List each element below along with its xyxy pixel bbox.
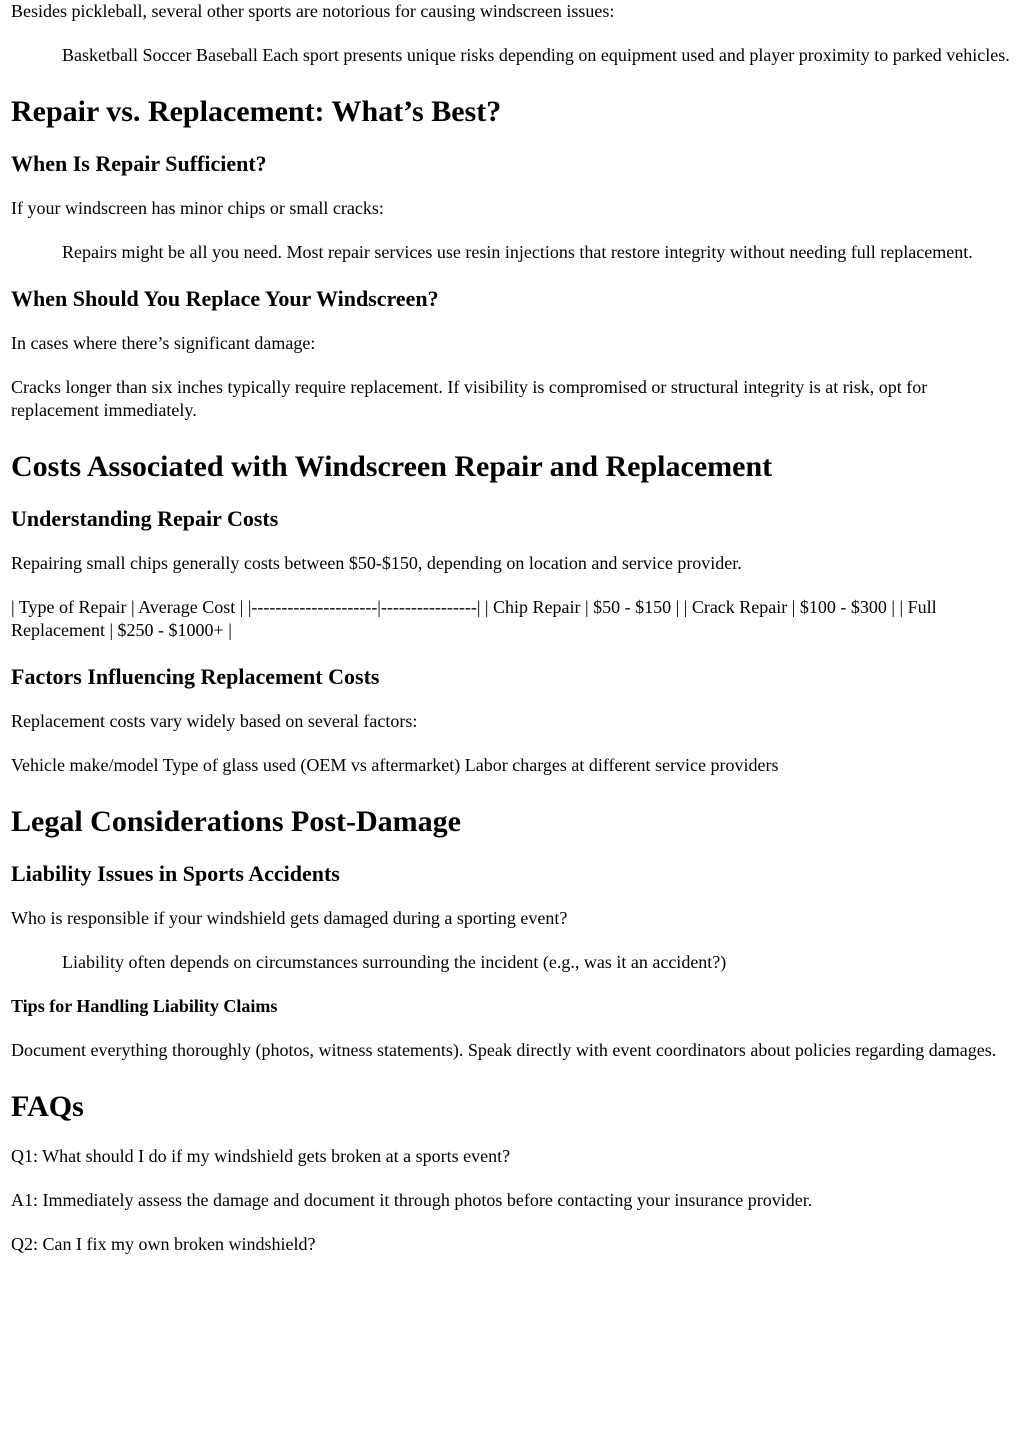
replacement-factors-paragraph: Replacement costs vary widely based on several factors: <box>11 711 418 731</box>
intro-paragraph: Besides pickleball, several other sports are notorious for causing windscreen issues: <box>11 1 615 21</box>
tips-paragraph: Document everything thoroughly (photos, witness statements). Speak directly with event coordinators about policies regarding damages. <box>11 1040 997 1060</box>
repair-sufficient-paragraph: If your windscreen has minor chips or small cracks: <box>11 198 384 218</box>
section-heading-legal: Legal Considerations Post-Damage <box>11 805 461 838</box>
subheading-tips: Tips for Handling Liability Claims <box>11 996 278 1016</box>
subheading-repair-costs: Understanding Repair Costs <box>11 506 279 531</box>
section-heading-repair-vs-replacement: Repair vs. Replacement: What’s Best? <box>11 95 502 128</box>
subheading-replacement-factors: Factors Influencing Replacement Costs <box>11 664 380 689</box>
replacement-factors-list-text: Vehicle make/model Type of glass used (OEM vs aftermarket) Labor charges at different service providers <box>11 755 779 775</box>
repair-sufficient-quote: Repairs might be all you need. Most repair services use resin injections that restore integrity without needing full replacement. <box>62 242 973 262</box>
subheading-replace: When Should You Replace Your Windscreen? <box>11 286 439 311</box>
section-heading-costs: Costs Associated with Windscreen Repair and Replacement <box>11 450 773 483</box>
sports-list-quote: Basketball Soccer Baseball Each sport presents unique risks depending on equipment used and player proximity to parked vehicles. <box>62 45 1010 65</box>
faq-question-2: Q2: Can I fix my own broken windshield? <box>11 1234 316 1254</box>
subheading-liability: Liability Issues in Sports Accidents <box>11 861 340 886</box>
faq-question-1: Q1: What should I do if my windshield gets broken at a sports event? <box>11 1146 511 1166</box>
replace-details-paragraph: Cracks longer than six inches typically require replacement. If visibility is compromised or structural integrity is at risk, opt for replacement immediately. <box>11 377 928 420</box>
subheading-repair-sufficient: When Is Repair Sufficient? <box>11 151 267 176</box>
replace-paragraph: In cases where there’s significant damage: <box>11 333 316 353</box>
faq-answer-1: A1: Immediately assess the damage and document it through photos before contacting your insurance provider. <box>11 1190 813 1210</box>
repair-costs-table-text: | Type of Repair | Average Cost | |---------------------|----------------| | Chip Repair | $50 - $150 | | Crack Repair | $100 - $300 | | Full Replacement | $250 - $1000+ | <box>11 597 937 640</box>
liability-quote: Liability often depends on circumstances surrounding the incident (e.g., was it an accident?) <box>62 952 727 972</box>
repair-costs-paragraph: Repairing small chips generally costs between $50-$150, depending on location and service provider. <box>11 553 742 573</box>
liability-paragraph: Who is responsible if your windshield gets damaged during a sporting event? <box>11 908 568 928</box>
section-heading-faqs: FAQs <box>11 1090 84 1123</box>
